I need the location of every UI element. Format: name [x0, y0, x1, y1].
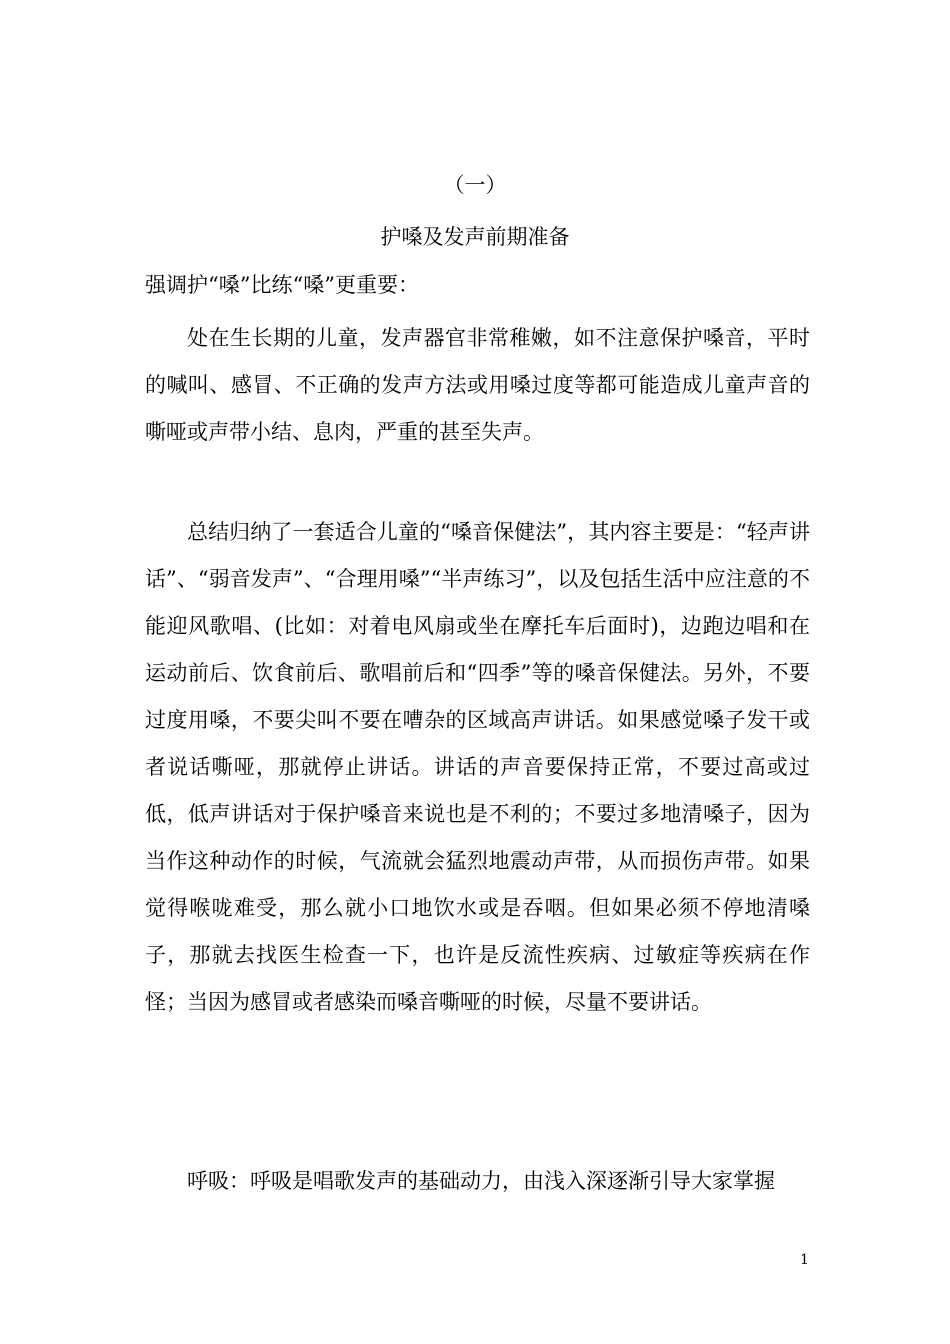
section-title: 护嗓及发声前期准备 [380, 225, 570, 249]
section-number: （一） [443, 173, 507, 197]
paragraph-voice-protection-intro: 处在生长期的儿童，发声器官非常稚嫩，如不注意保护嗓音，平时的喊叫、感冒、不正确的发声方法或用嗓过度等都可能造成儿童声音的嘶哑或声带小结、息肉，严重的甚至失声。 [145, 326, 810, 444]
paragraph-breathing: 呼吸：呼吸是唱歌发声的基础动力，由浅入深逐渐引导大家掌握 [187, 1169, 775, 1193]
paragraph-voice-health-methods: 总结归纳了一套适合儿童的“嗓音保健法”，其内容主要是：“轻声讲话”、“弱音发声”、“合理用嗓”“半声练习”，以及包括生活中应注意的不能迎风歌唱、(比如：对着电风扇或坐在摩托车后面时)，边跑边唱和在运动前后、饮食前后、歌唱前后和“四季”等的嗓音保健法。另外，不要过度用嗓，不要尖叫不要在嘈杂的区域高声讲话。如果感觉嗓子发干或者说话嘶哑，那就停止讲话。讲话的声音要保持正常，不要过高或过低，低声讲话对于保护嗓音来说也是不利的；不要过多地清嗓子，因为当作这种动作的时候，气流就会猛烈地震动声带，从而损伤声带。如果觉得喉咙难受，那么就小口地饮水或是吞咽。但如果必须不停地清嗓子，那就去找医生检查一下，也许是反流性疾病、过敏症等疾病在作怪；当因为感冒或者感染而嗓音嘶哑的时候，尽量不要讲话。 [145, 520, 810, 1014]
page-number: 1 [800, 1252, 809, 1268]
section-heading: 强调护“嗓”比练“嗓”更重要： [145, 273, 419, 297]
